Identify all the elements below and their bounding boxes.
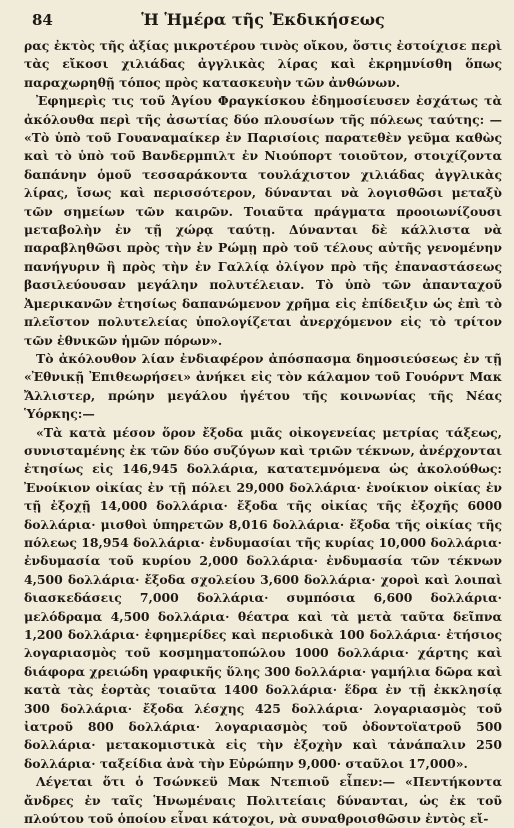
- running-head: Ἡ Ἡμέρα τῆς Ἐκδικήσεως: [141, 10, 385, 29]
- paragraph-san-francisco-newspaper: Ἐφημερὶς τις τοῦ Ἁγίου Φραγκίσκου ἐδημοσίευσεν ἐσχάτως τὰ ἀκόλουθα περὶ τῆς ἀσωτίας δύο πλουσίων τῆς πόλεως ταύτης: — «Τὸ ὑπὸ τοῦ Γουαναμαίκερ ἐν Παρισίοις παρατεθὲν γεῦμα καθὼς καὶ τὸ ὑπὸ τοῦ Βανδερμπιλτ ἐν Νιούπορτ τοιοῦτον, στοιχίζοντα δαπάνην ὁμοῦ τεσσαράκοντα τουλάχιστον χιλιάδας ἀγγλικὰς λίρας, ἴσως καὶ περισσότερον, δύνανται νὰ λογισθῶσι μεταξὺ τῶν σημείων τῶν καιρῶν. Τοιαῦτα πράγματα προοιωνίζουσι μεταβολὴν ἐν τῇ χώρᾳ ταύτῃ. Δύνανται δὲ κάλλιστα νὰ παραβληθῶσι πρὸς τὴν ἐν Ρώμῃ πρὸ τοῦ τέλους αὐτῆς γενομένην πανήγυριν ἢ πρὸς τὴν ἐν Γαλλίᾳ ὀλίγον πρὸ τῆς ἐπαναστάσεως βασιλεύουσαν μεγάλην πολυτέλειαν. Τὸ ὑπὸ τῶν ἀπανταχοῦ Ἀμερικανῶν ἐτησίως δαπανώμενον χρῆμα εἰς ἐπίδειξιν ὡς ἐπὶ τὸ πλεῖστον πολυτελείας ὑπολογίζεται ἀνερχόμενον εἰς τὸ τρίτον τῶν ἐθνικῶν ἡμῶν πόρων».: [24, 93, 502, 348]
- page-number: 84: [32, 11, 53, 29]
- page-header: [24, 8, 502, 32]
- paragraph-continued: ρας ἐκτὸς τῆς ἀξίας μικροτέρου τινὸς οἴκου, ὅστις ἐστοίχισε περὶ τὰς εἴκοσι χιλιάδας ἀγγλικὰς λίρας καὶ ἐκρημνίσθη ὅπως παραχωρηθῇ τόπος πρὸς κατασκευὴν τῶν ἀνθώνων.: [24, 38, 502, 90]
- paragraph-depew-quote: Λέγεται ὅτι ὁ Τσώνκεϋ Μακ Ντεπιοῦ εἶπεν:— «Πεντήκοντα ἄνδρες ἐν ταῖς Ἡνωμέναις Πολιτείαις δύνανται, ὡς ἐκ τοῦ πλούτου τοῦ ὁποίου εἶναι κάτοχοι, νὰ συναθροισθῶσιν ἐντὸς εἴ-: [24, 774, 502, 827]
- paragraph-family-expenses-quote: «Τὰ κατὰ μέσον ὅρον ἔξοδα μιᾶς οἰκογενείας μετρίας τάξεως, συνισταμένης ἐκ τῶν δύο συζύγων καὶ τριῶν τέκνων, ἀνέρχονται ἐτησίως εἰς 146,945 δολλάρια, κατατεμνόμενα ὡς ἀκολούθως: Ἐνοίκιον οἰκίας ἐν τῇ πόλει 29,000 δολλάρια· ἐνοίκιον οἰκίας ἐν τῇ ἐξοχῇ 14,000 δολλάρια· ἔξοδα τῆς οἰκίας τῆς ἐξοχῆς 6000 δολλάρια· μισθοὶ ὑπηρετῶν 8,016 δολλάρια· ἔξοδα τῆς οἰκίας τῆς πόλεως 18,954 δολλάρια· ἐνδυμασίαι τῆς κυρίας 10,000 δολλάρια· ἐνδυμασία τοῦ κυρίου 2,000 δολλάρια· ἐνδυμασία τῶν τέκνων 4,500 δολλάρια· ἔξοδα σχολείου 3,600 δολλάρια· χοροὶ καὶ λοιπαὶ διασκεδάσεις 7,000 δολλάρια· συμπόσια 6,600 δολλάρια· μελόδραμα 4,500 δολλάρια· θέατρα καὶ τὰ μετὰ ταῦτα δεῖπνα 1,200 δολλάρια· ἐφημερίδες καὶ περιοδικὰ 100 δολλάρια· ἐτήσιος λογαριασμὸς τοῦ κοσμηματοπώλου 1000 δολλάρια· χάρτης καὶ διάφορα χρειώδη γραφικῆς ὕλης 300 δολλάρια· γαμήλια δῶρα καὶ κατὰ τὰς ἑορτὰς τοιαῦτα 1400 δολλάρια· ἕδρα ἐν τῇ ἐκκλησίᾳ 300 δολλάρια· ἔξοδα λέσχης 425 δολλάρια· λογαριασμὸς τοῦ ἰατροῦ 800 δολλάρια· λογαριασμὸς τοῦ ὀδοντοϊατροῦ 500 δολλάρια· μετακομιστικὰ εἰς τὴν ἐξοχὴν καὶ τἀνάπαλιν 250 δολλάρια· ταξείδια ἀνὰ τὴν Εὐρώπην 9,000· σταῦλοι 17,000».: [24, 424, 502, 771]
- paragraph-national-review-intro: Τὸ ἀκόλουθον λίαν ἐνδιαφέρον ἀπόσπασμα δημοσιεύσεως ἐν τῇ «Ἐθνικῇ Ἐπιθεωρήσει» ἀνήκει εἰς τὸν κάλαμον τοῦ Γουόρντ Μακ Ἄλλιστερ, πρώην μεγάλου ἡγέτου τῆς κοινωνίας τῆς Νέας Ὑόρκης:—: [24, 350, 502, 422]
- body-text: [24, 37, 502, 828]
